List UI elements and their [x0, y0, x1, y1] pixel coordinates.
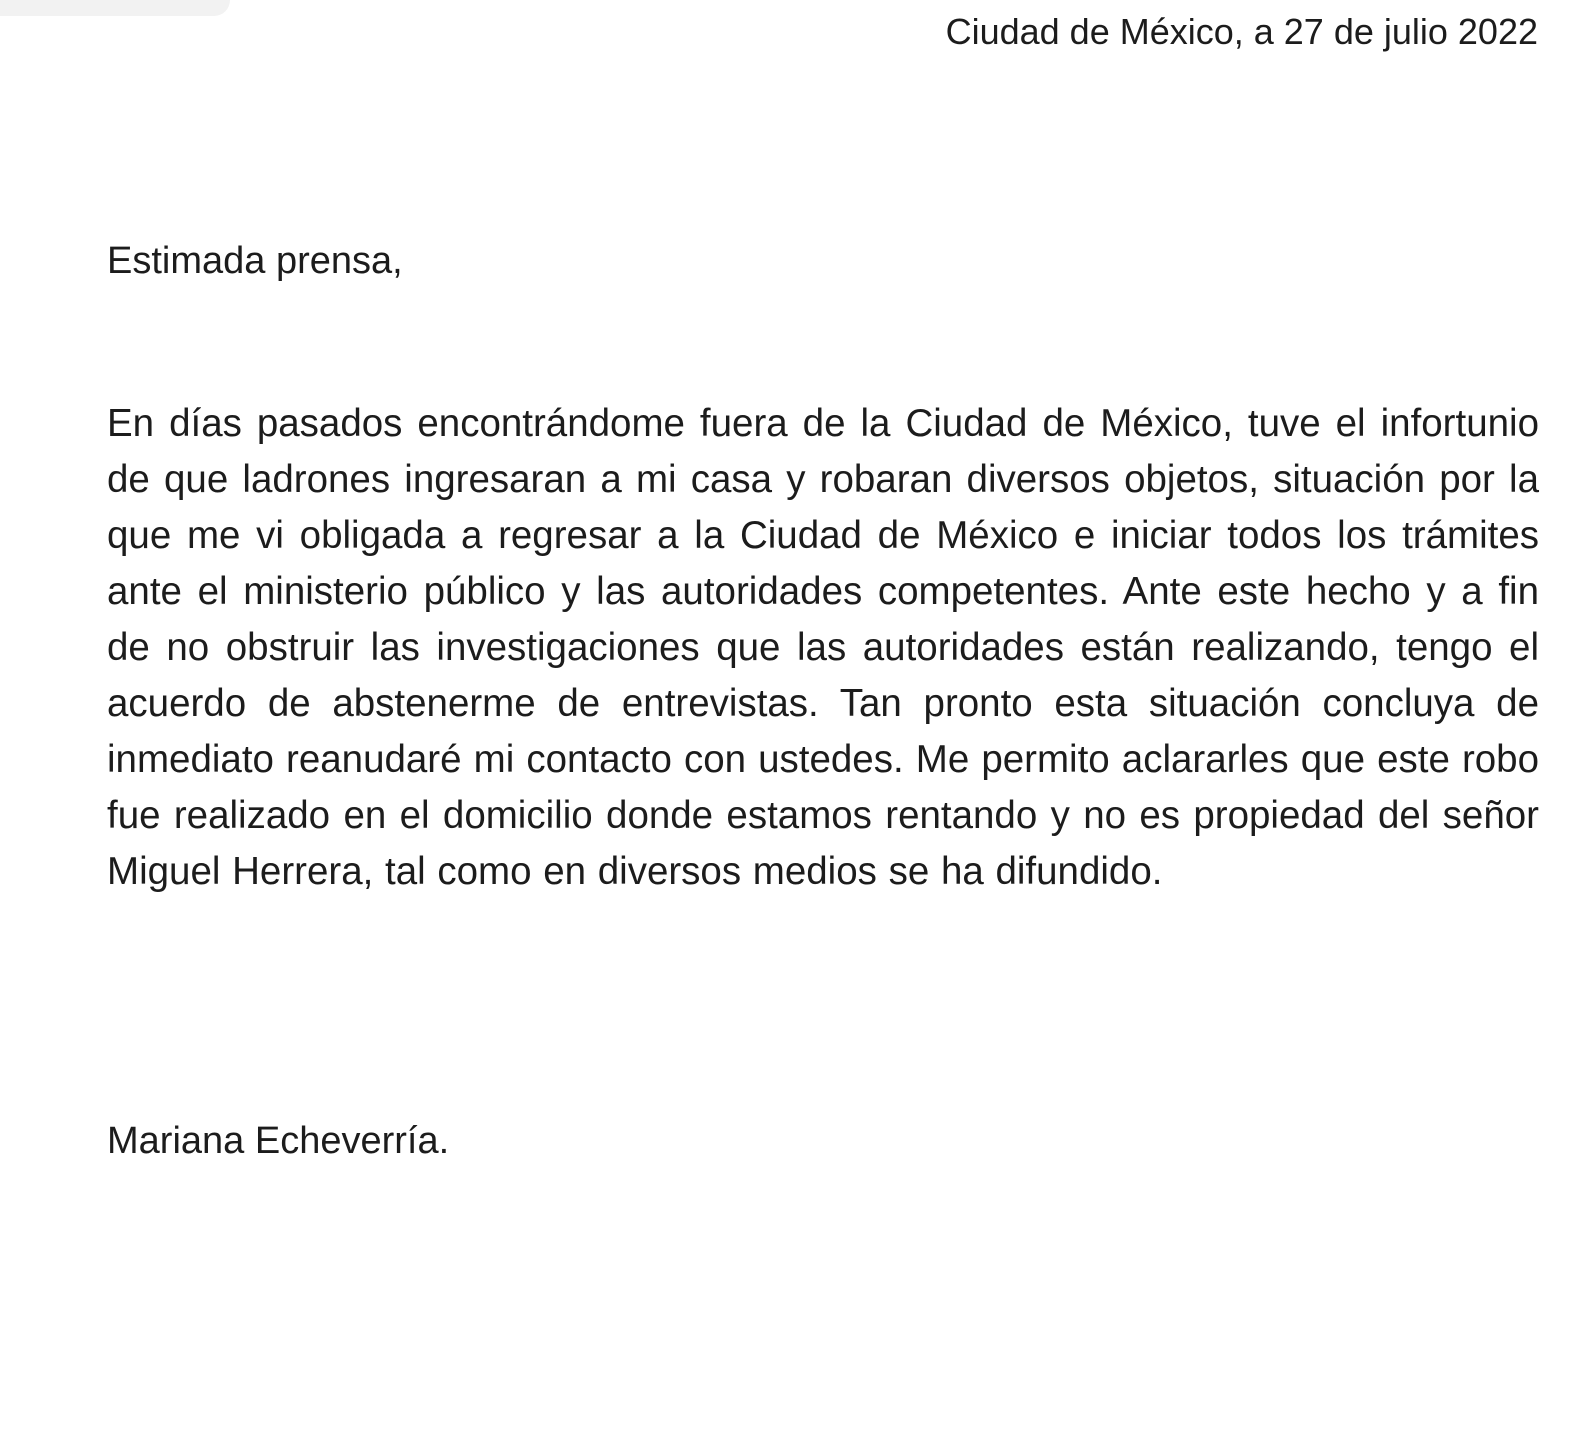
corner-tab [0, 0, 230, 16]
signature: Mariana Echeverría. [107, 1120, 450, 1162]
date-line: Ciudad de México, a 27 de julio 2022 [945, 11, 1538, 52]
salutation: Estimada prensa, [107, 240, 403, 282]
letter-body: En días pasados encontrándome fuera de la Ciudad de México, tuve el infortunio de que ladrones ingresaran a mi casa y robaran diversos objetos, situación por la que me vi obligada a regresar a la Ciudad de México e iniciar todos los trámites ante el ministerio público y las autoridades competentes. Ante este hecho y a fin de no obstruir las investigaciones que las autoridades están realizando, tengo el acuerdo de abstenerme de entrevistas. Tan pronto esta situación concluya de inmediato reanudaré mi contacto con ustedes. Me permito aclararles que este robo fue realizado en el domicilio donde estamos rentando y no es propiedad del señor Miguel Herrera, tal como en diversos medios se ha difundido. [107, 402, 1539, 893]
